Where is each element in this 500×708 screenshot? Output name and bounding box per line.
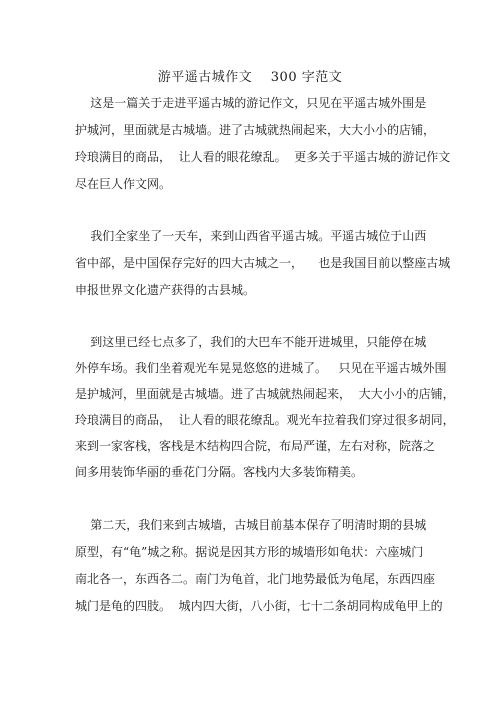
paragraph-line: 原型，有“龟”城之称。据说是因其方形的城墙形如龟状：六座城门 — [75, 545, 424, 559]
paragraph-line: 尽在巨人作文网。 — [75, 177, 172, 191]
paragraph-line: 南北各一，东西各二。南门为龟首，北门地势最低为龟尾，东西四座 — [75, 572, 436, 586]
paragraph-line: 外停车场。我们坐着观光车晃晃悠悠的进城了。 只见在平遥古城外围 — [75, 361, 447, 375]
paragraph-line: 申报世界文化遗产获得的古县城。 — [75, 283, 256, 297]
paragraph-line: 这是一篇关于走进平遥古城的游记作文，只见在平遥古城外围是 — [75, 96, 427, 110]
paragraph-line: 第二天，我们来到古城墙，古城目前基本保存了明清时期的县城 — [75, 518, 427, 532]
paragraph-line: 间多用装饰华丽的垂花门分隔。客栈内大多装饰精美。 — [75, 465, 364, 479]
paragraph-line: 城门是龟的四肢。 城内四大街，八小街，七十二条胡同构成龟甲上的 — [75, 599, 443, 613]
paragraph-line: 来到一家客栈，客栈是木结构四合院，布局严谨，左右对称，院落之 — [75, 439, 436, 453]
paragraph-line: 玲琅满目的商品， 让人看的眼花缭乱。观光车拉着我们穿过很多胡同， — [75, 413, 455, 427]
paragraph-line: 到这里已经七点多了，我们的大巴车不能开进城里，只能停在城 — [75, 335, 427, 349]
paragraph-line: 护城河，里面就是古城墙。进了古城就热闹起来，大大小小的店铺， — [75, 123, 436, 137]
paragraph-line: 是护城河，里面就是古城墙。进了古城就热闹起来， 大大小小的店铺， — [75, 387, 455, 401]
paragraph-line: 玲琅满目的商品， 让人看的眼花缭乱。 更多关于平遥古城的游记作文 — [75, 150, 451, 164]
document-title: 游平遥古城作文 300 字范文 — [157, 70, 343, 85]
paragraph-line: 我们全家坐了一天车，来到山西省平遥古城。平遥古城位于山西 — [75, 229, 427, 243]
paragraph-line: 省中部，是中国保存完好的四大古城之一， 也是我国目前以整座古城 — [75, 256, 451, 270]
